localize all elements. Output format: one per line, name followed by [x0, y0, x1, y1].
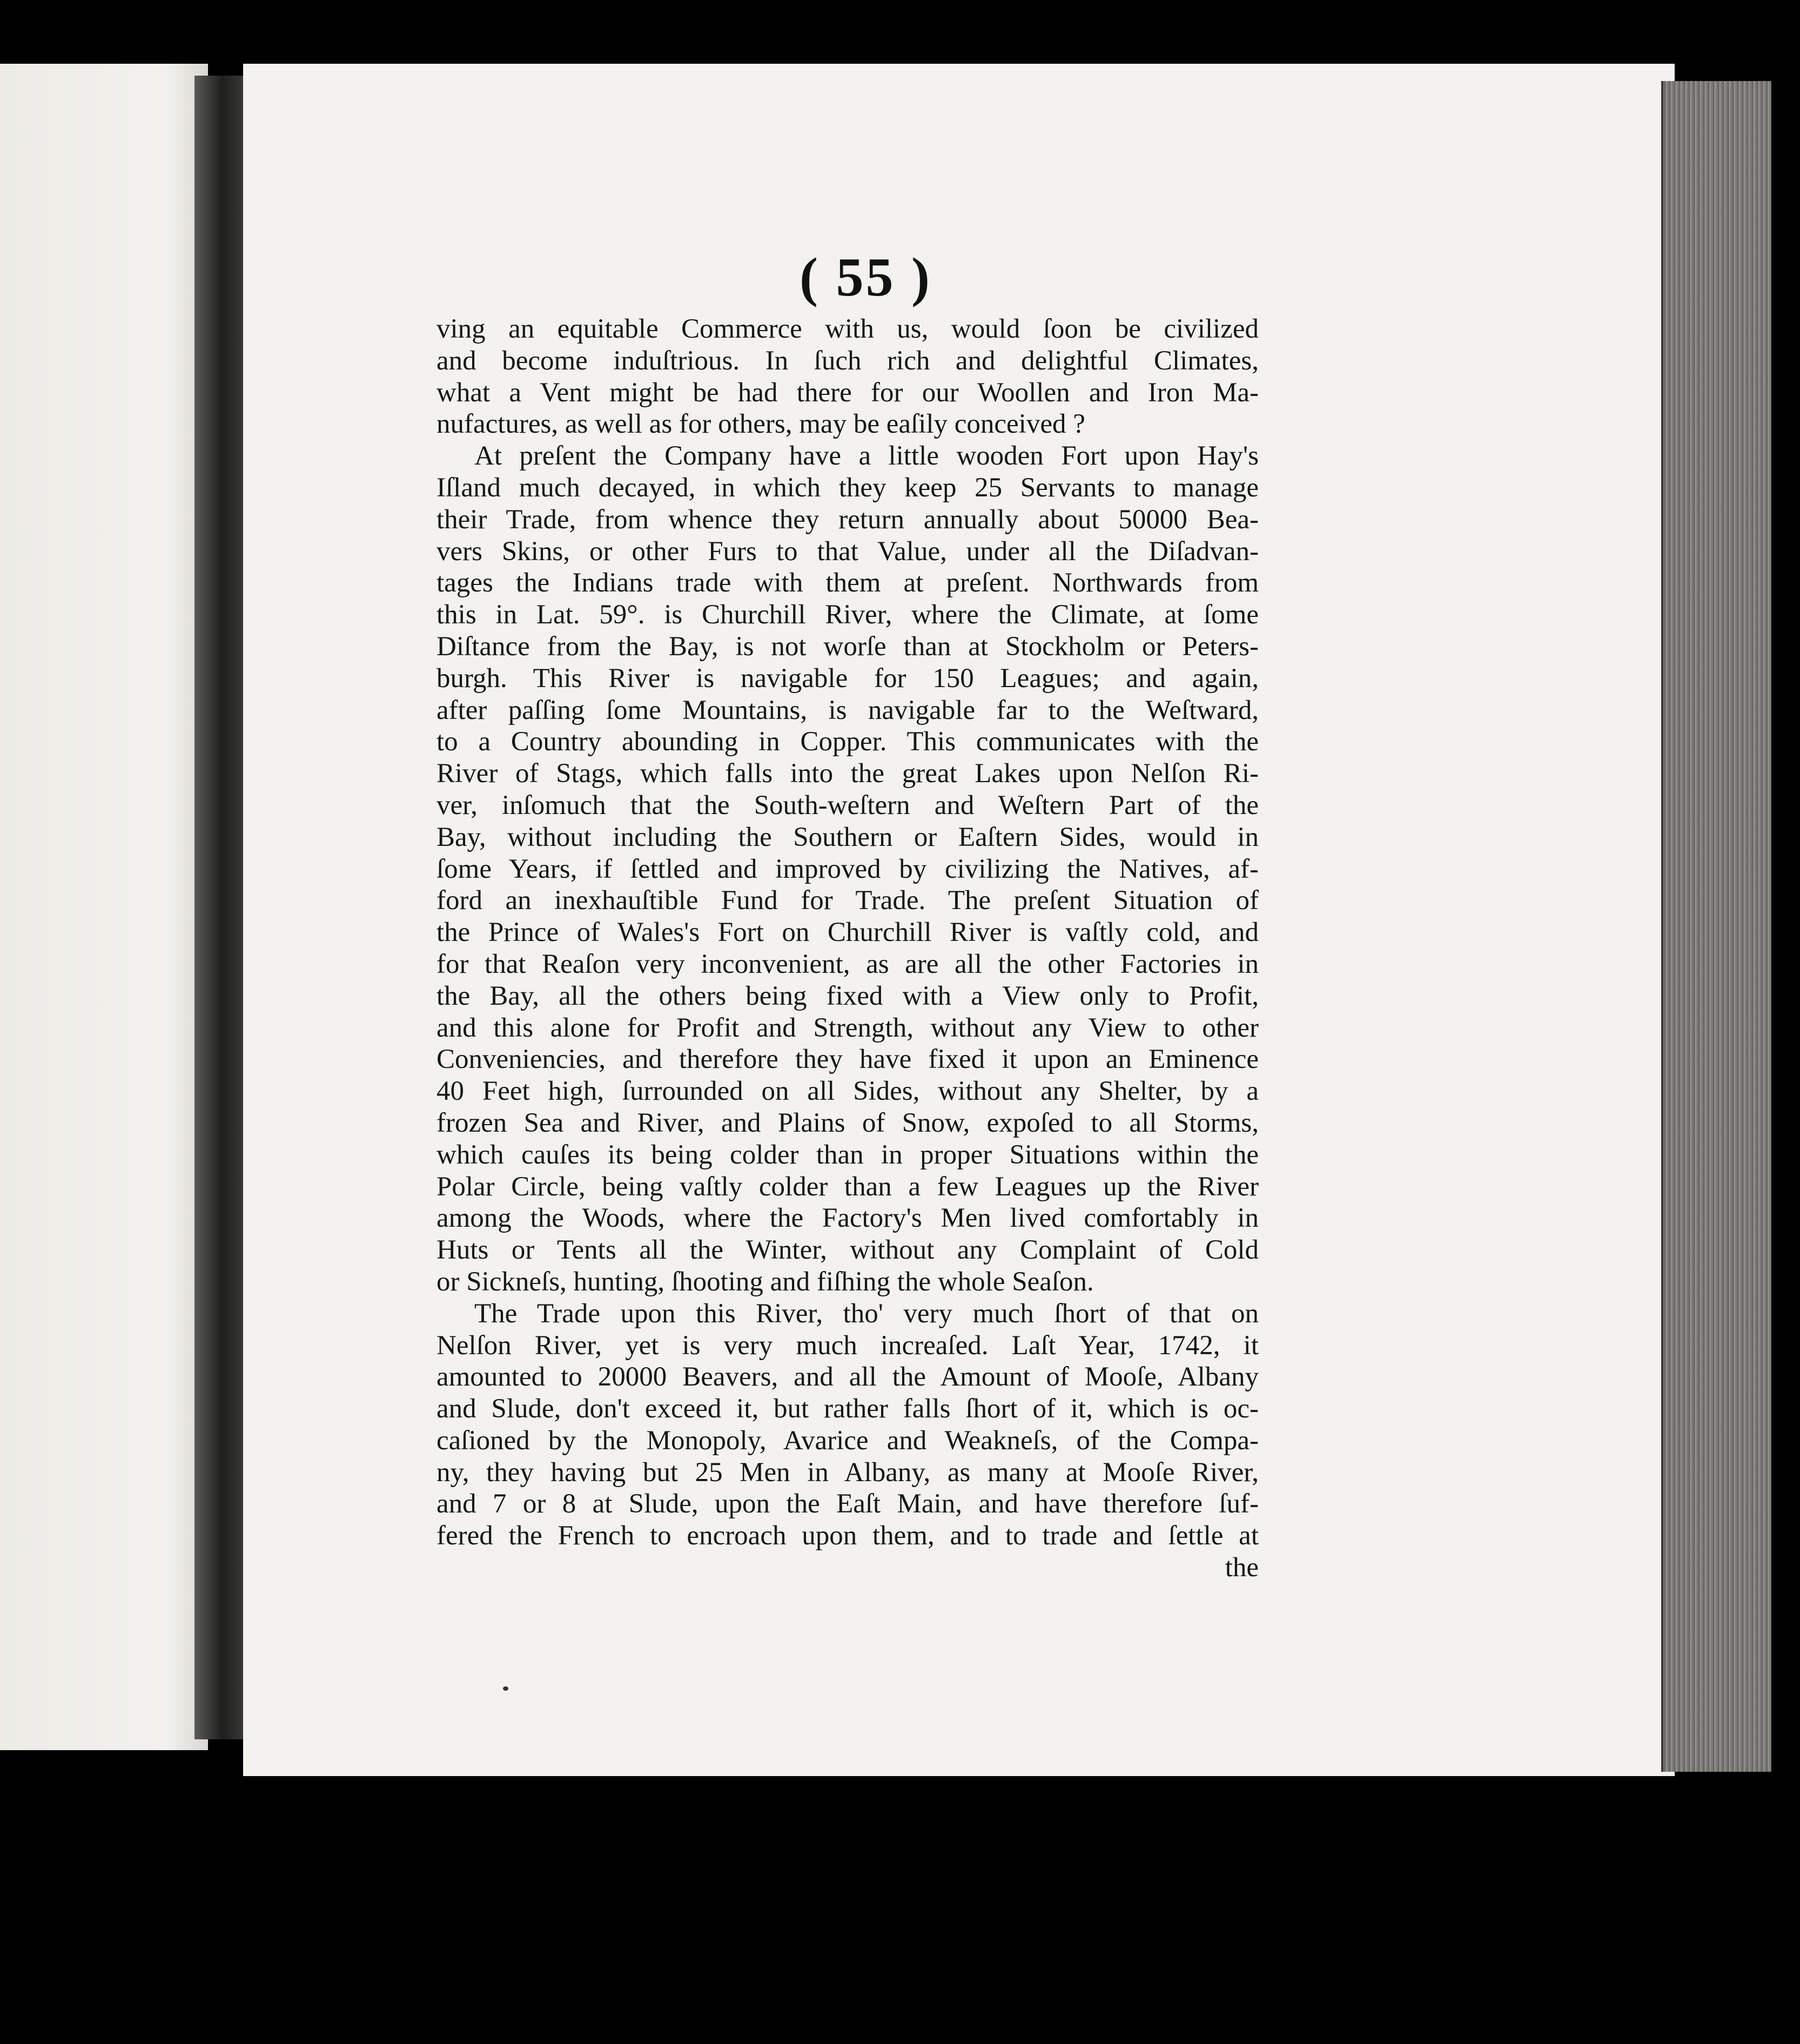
- text-line: caſioned by the Monopoly, Avarice and Weakneſs, of the Compa-: [436, 1425, 1259, 1456]
- text-line: which cauſes its being colder than in proper Situations within the: [436, 1139, 1259, 1170]
- text-line: and 7 or 8 at Slude, upon the Eaſt Main, and have therefore ſuf-: [436, 1489, 1259, 1519]
- text-line: the Prince of Wales's Fort on Churchill River is vaſtly cold, and: [436, 917, 1259, 948]
- text-line: this in Lat. 59°. is Churchill River, where the Climate, at ſome: [436, 600, 1259, 630]
- text-line: The Trade upon this River, tho' very much ſhort of that on: [474, 1298, 1259, 1329]
- text-line: and become induſtrious. In ſuch rich and delightful Climates,: [436, 345, 1259, 376]
- text-line: tages the Indians trade with them at preſent. Northwards from: [436, 568, 1259, 599]
- text-line: Nelſon River, yet is very much increaſed. Laſt Year, 1742, it: [436, 1330, 1259, 1361]
- text-line: 40 Feet high, ſurrounded on all Sides, without any Shelter, by a: [436, 1076, 1259, 1107]
- text-line: ver, inſomuch that the South-weſtern and Weſtern Part of the: [436, 790, 1259, 821]
- text-line: Iſland much decayed, in which they keep 25 Servants to manage: [436, 472, 1259, 503]
- text-line: burgh. This River is navigable for 150 Leagues; and again,: [436, 663, 1259, 694]
- text-line: the Bay, all the others being fixed with a View only to Profit,: [436, 980, 1259, 1011]
- ink-speck: [503, 1686, 508, 1691]
- text-line: Polar Circle, being vaſtly colder than a few Leagues up the River: [436, 1171, 1259, 1202]
- text-line: to a Country abounding in Copper. This communicates with the: [436, 727, 1259, 757]
- text-line: Bay, without including the Southern or Eaſtern Sides, would in: [436, 822, 1259, 852]
- text-line: nufactures, as well as for others, may be eaſily conceived ?: [436, 409, 1085, 440]
- body-text: [436, 313, 1259, 1584]
- text-line: Conveniencies, and therefore they have fixed it upon an Eminence: [436, 1044, 1259, 1075]
- text-line: frozen Sea and River, and Plains of Snow, expoſed to all Storms,: [436, 1107, 1259, 1138]
- book-gutter: [194, 76, 246, 1739]
- text-line: or Sickneſs, hunting, ſhooting and fiſhing the whole Seaſon.: [436, 1266, 1094, 1297]
- page-edges: [1661, 81, 1771, 1772]
- text-line: and Slude, don't exceed it, but rather falls ſhort of it, which is oc-: [436, 1394, 1259, 1424]
- text-line: Huts or Tents all the Winter, without any Complaint of Cold: [436, 1235, 1259, 1266]
- page-number: ( 55 ): [800, 247, 932, 308]
- text-line: amounted to 20000 Beavers, and all the Amount of Mooſe, Albany: [436, 1362, 1259, 1393]
- text-line: after paſſing ſome Mountains, is navigable far to the Weſtward,: [436, 695, 1259, 725]
- text-line: ſome Years, if ſettled and improved by civilizing the Natives, af-: [436, 853, 1259, 884]
- text-line: ny, they having but 25 Men in Albany, as many at Mooſe River,: [436, 1457, 1259, 1488]
- text-line: among the Woods, where the Factory's Men lived comfortably in: [436, 1203, 1259, 1234]
- text-line: ford an inexhauſtible Fund for Trade. The preſent Situation of: [436, 885, 1259, 916]
- text-line: and this alone for Profit and Strength, without any View to other: [436, 1012, 1259, 1043]
- left-page: [0, 64, 208, 1750]
- text-line: At preſent the Company have a little wooden Fort upon Hay's: [474, 441, 1259, 472]
- text-line: Diſtance from the Bay, is not worſe than at Stockholm or Peters-: [436, 631, 1259, 662]
- text-line: for that Reaſon very inconvenient, as are all the other Factories in: [436, 949, 1259, 979]
- text-line: ving an equitable Commerce with us, would ſoon be civilized: [436, 314, 1259, 344]
- text-line: River of Stags, which falls into the great Lakes upon Nelſon Ri-: [436, 758, 1259, 789]
- catchword: the: [1225, 1552, 1259, 1583]
- text-line: vers Skins, or other Furs to that Value, under all the Diſadvan-: [436, 536, 1259, 567]
- text-line: their Trade, from whence they return annually about 50000 Bea-: [436, 504, 1259, 535]
- text-line: what a Vent might be had there for our Woollen and Iron Ma-: [436, 377, 1259, 408]
- text-line: fered the French to encroach upon them, and to trade and ſettle at: [436, 1521, 1259, 1551]
